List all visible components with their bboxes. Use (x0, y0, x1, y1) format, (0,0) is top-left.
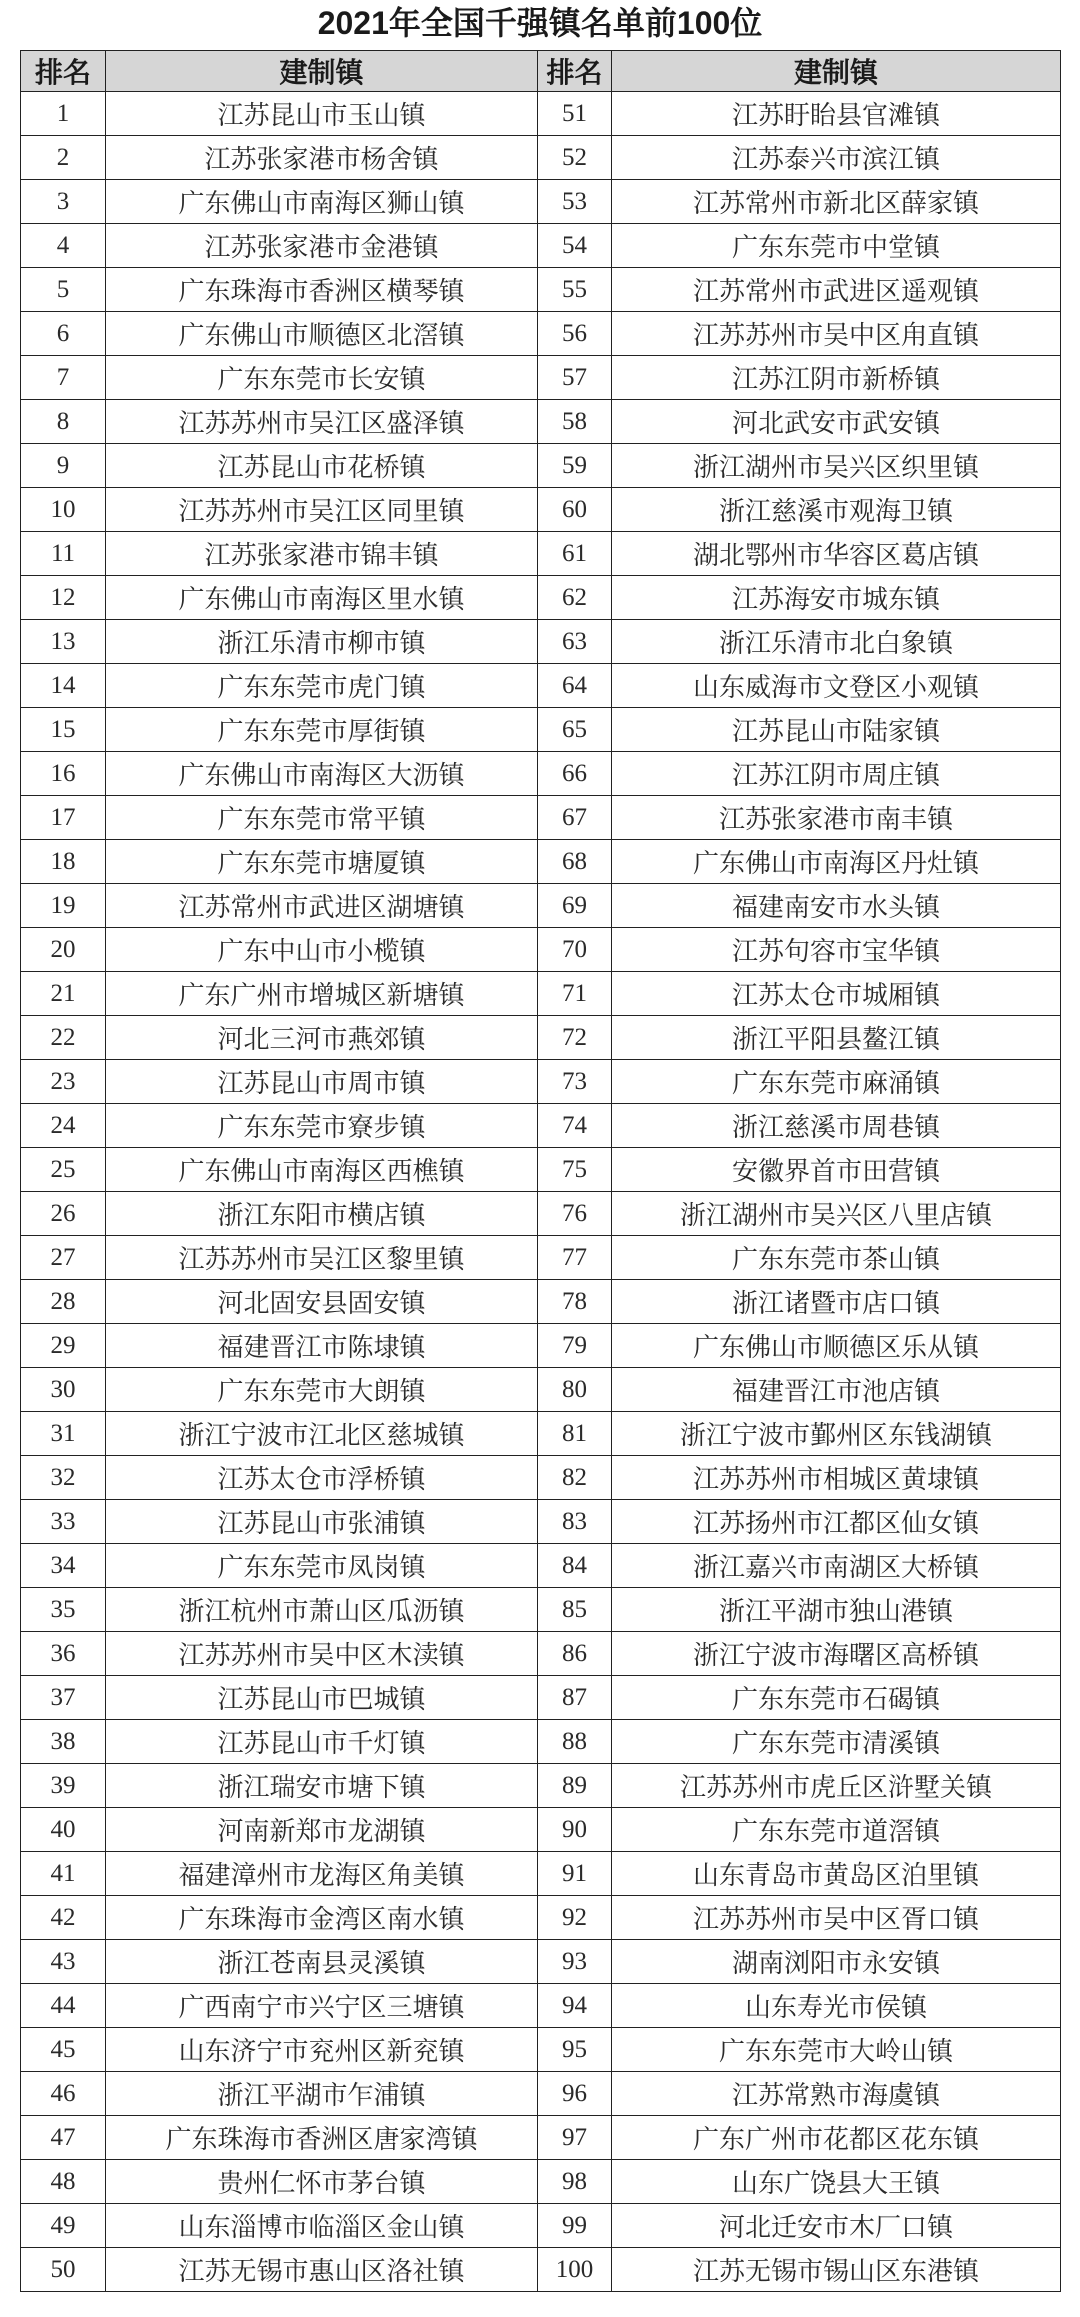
rank-cell: 99 (538, 2204, 612, 2248)
rank-cell: 1 (21, 92, 106, 136)
rank-cell: 38 (21, 1720, 106, 1764)
rank-cell: 89 (538, 1764, 612, 1808)
town-cell: 广东珠海市金湾区南水镇 (106, 1896, 538, 1940)
rank-cell: 16 (21, 752, 106, 796)
rank-cell: 51 (538, 92, 612, 136)
town-cell: 广东广州市增城区新塘镇 (106, 972, 538, 1016)
table-row (21, 1148, 1061, 1192)
town-cell: 江苏昆山市周市镇 (106, 1060, 538, 1104)
town-cell: 广东东莞市寮步镇 (106, 1104, 538, 1148)
rank-cell: 35 (21, 1588, 106, 1632)
rank-cell: 39 (21, 1764, 106, 1808)
rank-cell: 67 (538, 796, 612, 840)
table-row (21, 180, 1061, 224)
town-cell: 广东佛山市顺德区乐从镇 (612, 1324, 1061, 1368)
town-cell: 广东中山市小榄镇 (106, 928, 538, 972)
rank-cell: 15 (21, 708, 106, 752)
rank-cell: 45 (21, 2028, 106, 2072)
town-cell: 江苏张家港市南丰镇 (612, 796, 1061, 840)
town-cell: 山东威海市文登区小观镇 (612, 664, 1061, 708)
town-cell: 江苏苏州市吴江区盛泽镇 (106, 400, 538, 444)
table-row (21, 2248, 1061, 2292)
rank-cell: 85 (538, 1588, 612, 1632)
town-cell: 河北迁安市木厂口镇 (612, 2204, 1061, 2248)
rank-cell: 76 (538, 1192, 612, 1236)
rank-cell: 18 (21, 840, 106, 884)
rank-cell: 68 (538, 840, 612, 884)
rank-cell: 65 (538, 708, 612, 752)
town-cell: 广西南宁市兴宁区三塘镇 (106, 1984, 538, 2028)
rank-cell: 62 (538, 576, 612, 620)
rank-cell: 61 (538, 532, 612, 576)
rank-cell: 8 (21, 400, 106, 444)
rank-cell: 40 (21, 1808, 106, 1852)
town-cell: 湖北鄂州市华容区葛店镇 (612, 532, 1061, 576)
town-cell: 江苏苏州市虎丘区浒墅关镇 (612, 1764, 1061, 1808)
rank-cell: 17 (21, 796, 106, 840)
rank-cell: 6 (21, 312, 106, 356)
town-cell: 江苏海安市城东镇 (612, 576, 1061, 620)
town-cell: 江苏太仓市城厢镇 (612, 972, 1061, 1016)
rank-cell: 32 (21, 1456, 106, 1500)
town-cell: 山东寿光市侯镇 (612, 1984, 1061, 2028)
town-cell: 浙江宁波市海曙区高桥镇 (612, 1632, 1061, 1676)
town-cell: 安徽界首市田营镇 (612, 1148, 1061, 1192)
table-row (21, 268, 1061, 312)
rank-cell: 63 (538, 620, 612, 664)
rank-cell: 34 (21, 1544, 106, 1588)
rank-cell: 88 (538, 1720, 612, 1764)
rank-cell: 92 (538, 1896, 612, 1940)
town-cell: 江苏常熟市海虞镇 (612, 2072, 1061, 2116)
rank-cell: 97 (538, 2116, 612, 2160)
table-row (21, 1984, 1061, 2028)
rank-cell: 71 (538, 972, 612, 1016)
town-cell: 山东青岛市黄岛区泊里镇 (612, 1852, 1061, 1896)
town-cell: 广东东莞市清溪镇 (612, 1720, 1061, 1764)
town-cell: 福建晋江市池店镇 (612, 1368, 1061, 1412)
town-cell: 浙江慈溪市周巷镇 (612, 1104, 1061, 1148)
town-cell: 江苏泰兴市滨江镇 (612, 136, 1061, 180)
rank-cell: 77 (538, 1236, 612, 1280)
table-row (21, 2204, 1061, 2248)
rank-cell: 64 (538, 664, 612, 708)
table-row (21, 972, 1061, 1016)
town-cell: 浙江杭州市萧山区瓜沥镇 (106, 1588, 538, 1632)
table-row (21, 1852, 1061, 1896)
town-cell: 浙江乐清市北白象镇 (612, 620, 1061, 664)
town-cell: 浙江平湖市独山港镇 (612, 1588, 1061, 1632)
rank-cell: 86 (538, 1632, 612, 1676)
table-row (21, 1588, 1061, 1632)
town-cell: 江苏盱眙县官滩镇 (612, 92, 1061, 136)
town-cell: 江苏张家港市金港镇 (106, 224, 538, 268)
table-row (21, 356, 1061, 400)
rank-cell: 27 (21, 1236, 106, 1280)
table-row (21, 1764, 1061, 1808)
rank-cell: 55 (538, 268, 612, 312)
rank-cell: 66 (538, 752, 612, 796)
rank-cell: 14 (21, 664, 106, 708)
table-row (21, 488, 1061, 532)
rank-cell: 2 (21, 136, 106, 180)
table-row (21, 2072, 1061, 2116)
town-cell: 浙江瑞安市塘下镇 (106, 1764, 538, 1808)
rank-cell: 37 (21, 1676, 106, 1720)
town-cell: 江苏张家港市锦丰镇 (106, 532, 538, 576)
town-cell: 浙江平湖市乍浦镇 (106, 2072, 538, 2116)
town-cell: 广东东莞市中堂镇 (612, 224, 1061, 268)
rank-cell: 80 (538, 1368, 612, 1412)
rank-cell: 58 (538, 400, 612, 444)
rank-cell: 93 (538, 1940, 612, 1984)
rank-cell: 87 (538, 1676, 612, 1720)
rank-cell: 82 (538, 1456, 612, 1500)
table-row (21, 708, 1061, 752)
rank-cell: 13 (21, 620, 106, 664)
table-row (21, 1104, 1061, 1148)
table-row (21, 1456, 1061, 1500)
table-row (21, 840, 1061, 884)
town-cell: 江苏江阴市新桥镇 (612, 356, 1061, 400)
rank-cell: 11 (21, 532, 106, 576)
table-row (21, 1500, 1061, 1544)
rank-cell: 50 (21, 2248, 106, 2292)
rank-cell: 44 (21, 1984, 106, 2028)
town-cell: 江苏扬州市江都区仙女镇 (612, 1500, 1061, 1544)
town-cell: 广东佛山市南海区里水镇 (106, 576, 538, 620)
table-row (21, 312, 1061, 356)
rank-cell: 20 (21, 928, 106, 972)
rank-cell: 9 (21, 444, 106, 488)
rank-cell: 60 (538, 488, 612, 532)
rank-cell: 90 (538, 1808, 612, 1852)
table-row (21, 1192, 1061, 1236)
rank-cell: 46 (21, 2072, 106, 2116)
town-cell: 浙江湖州市吴兴区八里店镇 (612, 1192, 1061, 1236)
table-row (21, 1544, 1061, 1588)
header-rank-right: 排名 (538, 51, 612, 92)
rank-cell: 96 (538, 2072, 612, 2116)
rank-cell: 81 (538, 1412, 612, 1456)
table-row (21, 1720, 1061, 1764)
rank-cell: 70 (538, 928, 612, 972)
rank-cell: 83 (538, 1500, 612, 1544)
rank-cell: 25 (21, 1148, 106, 1192)
rank-cell: 57 (538, 356, 612, 400)
rank-cell: 4 (21, 224, 106, 268)
table-row (21, 444, 1061, 488)
town-cell: 福建漳州市龙海区角美镇 (106, 1852, 538, 1896)
town-cell: 山东淄博市临淄区金山镇 (106, 2204, 538, 2248)
town-cell: 浙江宁波市鄞州区东钱湖镇 (612, 1412, 1061, 1456)
town-cell: 江苏苏州市吴江区黎里镇 (106, 1236, 538, 1280)
town-cell: 江苏无锡市惠山区洛社镇 (106, 2248, 538, 2292)
table-row (21, 1060, 1061, 1104)
town-cell: 广东东莞市大岭山镇 (612, 2028, 1061, 2072)
town-cell: 广东佛山市南海区狮山镇 (106, 180, 538, 224)
town-cell: 江苏昆山市陆家镇 (612, 708, 1061, 752)
rank-cell: 3 (21, 180, 106, 224)
town-cell: 贵州仁怀市茅台镇 (106, 2160, 538, 2204)
town-cell: 广东东莞市麻涌镇 (612, 1060, 1061, 1104)
town-cell: 福建南安市水头镇 (612, 884, 1061, 928)
rank-cell: 75 (538, 1148, 612, 1192)
town-cell: 河北三河市燕郊镇 (106, 1016, 538, 1060)
rank-cell: 100 (538, 2248, 612, 2292)
rank-cell: 53 (538, 180, 612, 224)
town-cell: 江苏苏州市吴中区木渎镇 (106, 1632, 538, 1676)
ranking-table (20, 50, 1061, 2292)
rank-cell: 79 (538, 1324, 612, 1368)
town-cell: 江苏张家港市杨舍镇 (106, 136, 538, 180)
town-cell: 湖南浏阳市永安镇 (612, 1940, 1061, 1984)
table-row (21, 1368, 1061, 1412)
table-row (21, 1236, 1061, 1280)
rank-cell: 48 (21, 2160, 106, 2204)
rank-cell: 74 (538, 1104, 612, 1148)
table-row (21, 2160, 1061, 2204)
town-cell: 江苏苏州市吴中区甪直镇 (612, 312, 1061, 356)
town-cell: 广东东莞市塘厦镇 (106, 840, 538, 884)
rank-cell: 43 (21, 1940, 106, 1984)
town-cell: 山东济宁市兖州区新兖镇 (106, 2028, 538, 2072)
town-cell: 广东佛山市南海区西樵镇 (106, 1148, 538, 1192)
rank-cell: 42 (21, 1896, 106, 1940)
town-cell: 浙江东阳市横店镇 (106, 1192, 538, 1236)
rank-cell: 21 (21, 972, 106, 1016)
rank-cell: 72 (538, 1016, 612, 1060)
rank-cell: 56 (538, 312, 612, 356)
rank-cell: 69 (538, 884, 612, 928)
table-row (21, 2028, 1061, 2072)
town-cell: 江苏昆山市玉山镇 (106, 92, 538, 136)
town-cell: 江苏常州市武进区遥观镇 (612, 268, 1061, 312)
rank-cell: 73 (538, 1060, 612, 1104)
town-cell: 江苏太仓市浮桥镇 (106, 1456, 538, 1500)
table-row (21, 1412, 1061, 1456)
page-title: 2021年全国千强镇名单前100位 (317, 5, 763, 41)
town-cell: 浙江嘉兴市南湖区大桥镇 (612, 1544, 1061, 1588)
table-row (21, 620, 1061, 664)
table-row (21, 1940, 1061, 1984)
town-cell: 浙江宁波市江北区慈城镇 (106, 1412, 538, 1456)
town-cell: 广东珠海市香洲区唐家湾镇 (106, 2116, 538, 2160)
table-row (21, 1324, 1061, 1368)
table-row (21, 796, 1061, 840)
town-cell: 江苏句容市宝华镇 (612, 928, 1061, 972)
town-cell: 浙江湖州市吴兴区织里镇 (612, 444, 1061, 488)
rank-cell: 78 (538, 1280, 612, 1324)
town-cell: 广东东莞市厚街镇 (106, 708, 538, 752)
town-cell: 广东东莞市长安镇 (106, 356, 538, 400)
town-cell: 广东佛山市南海区丹灶镇 (612, 840, 1061, 884)
town-cell: 浙江诸暨市店口镇 (612, 1280, 1061, 1324)
rank-cell: 59 (538, 444, 612, 488)
table-row (21, 532, 1061, 576)
header-rank-left: 排名 (21, 51, 106, 92)
rank-cell: 47 (21, 2116, 106, 2160)
town-cell: 江苏无锡市锡山区东港镇 (612, 2248, 1061, 2292)
rank-cell: 41 (21, 1852, 106, 1896)
rank-cell: 29 (21, 1324, 106, 1368)
town-cell: 江苏常州市新北区薛家镇 (612, 180, 1061, 224)
town-cell: 江苏苏州市吴中区胥口镇 (612, 1896, 1061, 1940)
rank-cell: 49 (21, 2204, 106, 2248)
town-cell: 江苏江阴市周庄镇 (612, 752, 1061, 796)
rank-cell: 36 (21, 1632, 106, 1676)
table-header-row (21, 51, 1061, 92)
rank-cell: 54 (538, 224, 612, 268)
town-cell: 河南新郑市龙湖镇 (106, 1808, 538, 1852)
town-cell: 浙江苍南县灵溪镇 (106, 1940, 538, 1984)
table-row (21, 928, 1061, 972)
rank-cell: 7 (21, 356, 106, 400)
table-row (21, 136, 1061, 180)
town-cell: 广东佛山市南海区大沥镇 (106, 752, 538, 796)
table-row (21, 752, 1061, 796)
table-row (21, 1016, 1061, 1060)
town-cell: 江苏昆山市巴城镇 (106, 1676, 538, 1720)
town-cell: 江苏昆山市花桥镇 (106, 444, 538, 488)
table-row (21, 1280, 1061, 1324)
rank-cell: 23 (21, 1060, 106, 1104)
table-row (21, 1632, 1061, 1676)
town-cell: 江苏昆山市千灯镇 (106, 1720, 538, 1764)
rank-cell: 84 (538, 1544, 612, 1588)
rank-cell: 91 (538, 1852, 612, 1896)
town-cell: 山东广饶县大王镇 (612, 2160, 1061, 2204)
town-cell: 江苏苏州市相城区黄埭镇 (612, 1456, 1061, 1500)
town-cell: 广东珠海市香洲区横琴镇 (106, 268, 538, 312)
town-cell: 浙江乐清市柳市镇 (106, 620, 538, 664)
town-cell: 广东广州市花都区花东镇 (612, 2116, 1061, 2160)
town-cell: 广东东莞市石碣镇 (612, 1676, 1061, 1720)
table-row (21, 1896, 1061, 1940)
rank-cell: 26 (21, 1192, 106, 1236)
rank-cell: 52 (538, 136, 612, 180)
table-row (21, 576, 1061, 620)
town-cell: 广东东莞市道滘镇 (612, 1808, 1061, 1852)
table-row (21, 400, 1061, 444)
rank-cell: 94 (538, 1984, 612, 2028)
town-cell: 广东东莞市大朗镇 (106, 1368, 538, 1412)
rank-cell: 33 (21, 1500, 106, 1544)
town-cell: 江苏昆山市张浦镇 (106, 1500, 538, 1544)
rank-cell: 95 (538, 2028, 612, 2072)
table-row (21, 884, 1061, 928)
town-cell: 福建晋江市陈埭镇 (106, 1324, 538, 1368)
rank-cell: 5 (21, 268, 106, 312)
table-row (21, 1808, 1061, 1852)
table-row (21, 1676, 1061, 1720)
rank-cell: 22 (21, 1016, 106, 1060)
town-cell: 广东东莞市常平镇 (106, 796, 538, 840)
town-cell: 江苏常州市武进区湖塘镇 (106, 884, 538, 928)
table-row (21, 224, 1061, 268)
town-cell: 广东东莞市茶山镇 (612, 1236, 1061, 1280)
town-cell: 广东东莞市虎门镇 (106, 664, 538, 708)
town-cell: 广东佛山市顺德区北滘镇 (106, 312, 538, 356)
rank-cell: 24 (21, 1104, 106, 1148)
town-cell: 河北固安县固安镇 (106, 1280, 538, 1324)
town-cell: 浙江慈溪市观海卫镇 (612, 488, 1061, 532)
rank-cell: 30 (21, 1368, 106, 1412)
town-cell: 河北武安市武安镇 (612, 400, 1061, 444)
rank-cell: 98 (538, 2160, 612, 2204)
table-row (21, 2116, 1061, 2160)
header-town-left: 建制镇 (106, 51, 538, 92)
table-row (21, 664, 1061, 708)
table-row (21, 92, 1061, 136)
town-cell: 浙江平阳县鳌江镇 (612, 1016, 1061, 1060)
rank-cell: 12 (21, 576, 106, 620)
rank-cell: 10 (21, 488, 106, 532)
rank-cell: 19 (21, 884, 106, 928)
header-town-right: 建制镇 (612, 51, 1061, 92)
town-cell: 江苏苏州市吴江区同里镇 (106, 488, 538, 532)
town-cell: 广东东莞市凤岗镇 (106, 1544, 538, 1588)
rank-cell: 31 (21, 1412, 106, 1456)
rank-cell: 28 (21, 1280, 106, 1324)
